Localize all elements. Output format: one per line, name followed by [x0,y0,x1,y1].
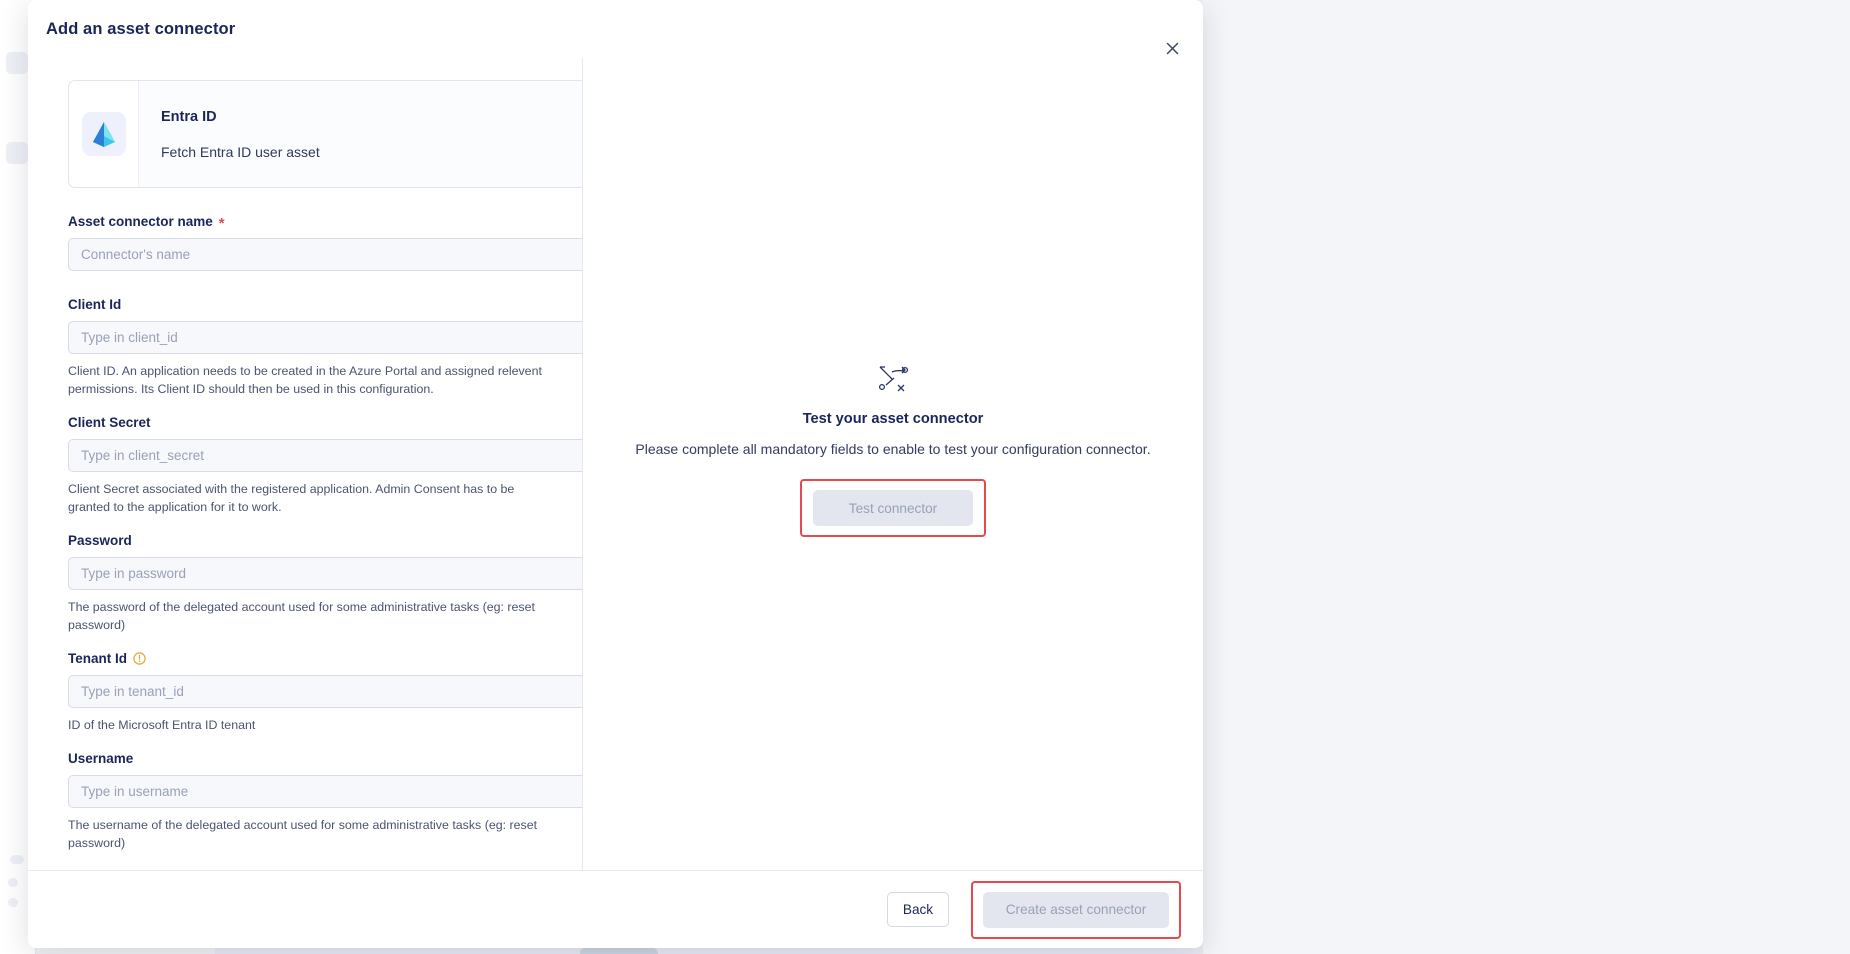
field-help-text: The username of the delegated account used for some administrative tasks (eg: reset password) [68,817,538,850]
field-label [68,651,548,666]
connector-summary-text [139,109,320,160]
connector-icon-box [69,81,139,187]
password-input[interactable] [68,557,583,590]
field-label [68,214,548,232]
username-input[interactable] [68,775,583,808]
client-secret-input[interactable] [68,439,583,472]
asset-connector-name-input[interactable] [68,238,583,271]
field-label-text: Client Secret [68,414,151,430]
add-asset-connector-dialog [28,0,1203,948]
tenant-id-input[interactable] [68,675,583,708]
test-panel-subtitle: Please complete all mandatory fields to enable to test your configuration connector. [635,441,1151,457]
field-label [68,415,548,430]
client-id-input[interactable] [68,321,583,354]
field-label-text: Client Id [68,297,122,312]
create-asset-connector-highlight [971,881,1181,939]
background-rail-chip [6,142,28,164]
create-asset-connector-button[interactable]: Create asset connector [983,892,1169,928]
field-tenant-id [68,651,548,735]
field-help-text: ID of the Microsoft Entra ID tenant [68,717,256,732]
connector-summary-card [68,80,583,188]
test-connector-pane [583,58,1203,870]
background-bottom-pill [580,948,658,954]
test-connector-highlight [800,479,986,537]
test-panel-title: Test your asset connector [802,411,984,427]
dialog-footer [28,870,1203,948]
dialog-header [28,0,1203,58]
page-title: Add an asset connector [46,19,236,38]
field-label-text: Asset connector name [68,214,213,229]
field-label [68,297,548,312]
strategy-icon [873,361,913,395]
dialog-body [28,58,1203,870]
field-label [68,751,548,766]
background-rail-chip [8,898,18,907]
field-label [68,533,548,548]
field-client-id [68,297,548,399]
field-asset-connector-name [68,214,548,271]
background-rail-chip [6,52,28,74]
field-client-secret [68,415,548,517]
field-label-text: Username [68,750,134,766]
connector-form-pane [28,58,583,870]
background-rail-chip [10,855,24,864]
connector-name: Entra ID [161,108,217,125]
field-label-text: Tenant Id [68,650,127,666]
field-help-text: Client ID. An application needs to be created in the Azure Portal and assigned relevent permissions. Its Client ID should then be used in this configuration. [68,364,542,396]
entra-id-icon [82,112,126,156]
background-right-area [1203,0,1850,954]
field-username [68,751,548,853]
field-label-text: Password [68,532,132,548]
field-password [68,533,548,635]
background-rail-chip [8,878,18,887]
field-help-text: The password of the delegated account used for some administrative tasks (eg: reset password) [68,599,535,632]
warning-icon [133,652,146,665]
required-marker: * [218,215,225,232]
back-button[interactable]: Back [887,892,949,927]
test-panel [583,361,1203,537]
field-help-text: Client Secret associated with the registered application. Admin Consent has to be granted to the application for it to work. [68,481,515,514]
connector-description: Fetch Entra ID user asset [161,143,320,160]
test-connector-button[interactable]: Test connector [813,490,973,526]
